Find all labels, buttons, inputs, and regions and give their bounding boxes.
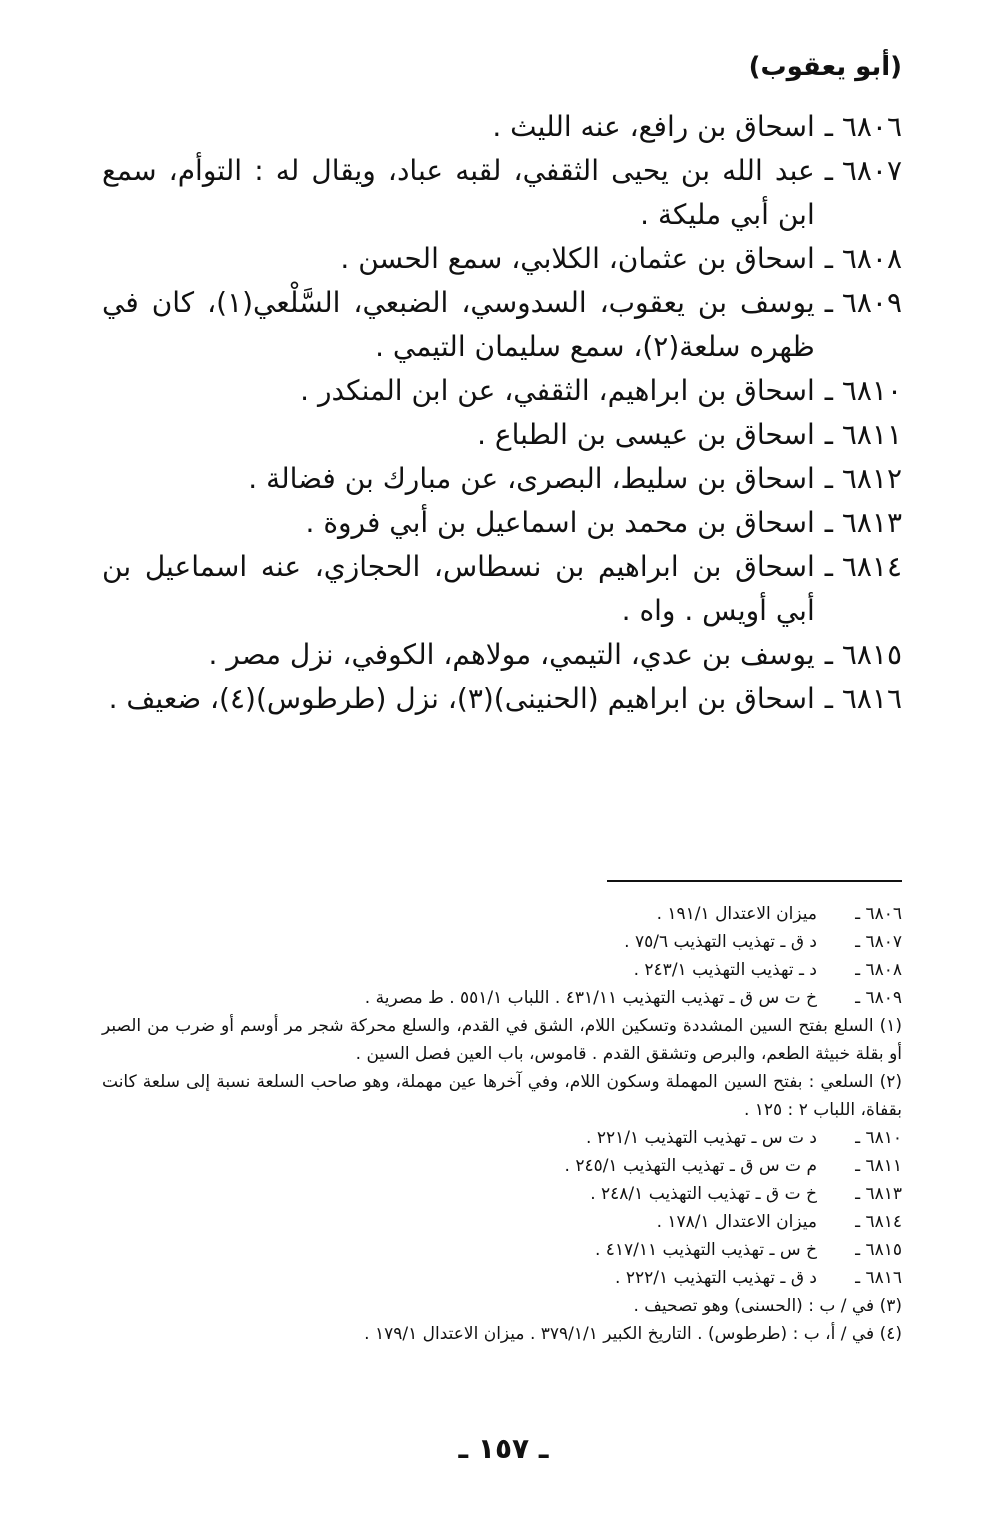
- source-note: [102, 1124, 902, 1152]
- source-note: [102, 984, 902, 1012]
- entry-number: ٦٨٠٩ ـ: [824, 286, 902, 319]
- entry-number: ٦٨١٣ ـ: [824, 506, 902, 539]
- entry: [102, 281, 902, 369]
- source-note: [102, 1208, 902, 1236]
- entry: [102, 677, 902, 721]
- entry-text: يوسف بن عدي، التيمي، مولاهم، الكوفي، نزل مصر .: [208, 638, 815, 671]
- entry-number: ٦٨٠٦ ـ: [824, 110, 902, 143]
- entry-number: ٦٨١٥ ـ: [824, 638, 902, 671]
- source-note: [102, 1152, 902, 1180]
- footnote: (٤) في / أ، ب : (طرطوس) . التاريخ الكبير ٣٧٩/١/١ . ميزان الاعتدال ١٧٩/١ .: [364, 1324, 902, 1344]
- note-text: خ ت س ق ـ تهذيب التهذيب ٤٣١/١١ . اللباب ٥٥١/١ . ط مصرية .: [364, 988, 817, 1008]
- note-text: د ـ تهذيب التهذيب ٢٤٣/١ .: [633, 960, 817, 980]
- source-note: [102, 928, 902, 956]
- entry-text: اسحاق بن سليط، البصرى، عن مبارك بن فضالة .: [248, 462, 815, 495]
- note-number: ٦٨١٠ ـ: [855, 1128, 902, 1148]
- note-text: خ ت ق ـ تهذيب التهذيب ٢٤٨/١ .: [590, 1184, 817, 1204]
- source-note: [102, 956, 902, 984]
- entry: [102, 633, 902, 677]
- source-note: [102, 1236, 902, 1264]
- entry-number: ٦٨٠٨ ـ: [824, 242, 902, 275]
- note-number: ٦٨١٣ ـ: [855, 1184, 902, 1204]
- entry: [102, 149, 902, 237]
- entries-list: [102, 105, 902, 721]
- entry: [102, 105, 902, 149]
- entry: [102, 413, 902, 457]
- note-text: ميزان الاعتدال ١٩١/١ .: [656, 904, 817, 924]
- note-number: ٦٨١٥ ـ: [855, 1240, 902, 1260]
- note-text: خ س ـ تهذيب التهذيب ٤١٧/١١ .: [594, 1240, 817, 1260]
- note-text: ميزان الاعتدال ١٧٨/١ .: [656, 1212, 817, 1232]
- entry: [102, 457, 902, 501]
- entry-text: اسحاق بن محمد بن اسماعيل بن أبي فروة .: [305, 506, 815, 539]
- entry-text: اسحاق بن ابراهيم بن نسطاس، الحجازي، عنه اسماعيل بن أبي أويس . واه .: [102, 550, 815, 627]
- footnotes-section: [102, 900, 902, 1348]
- footnote: (٣) في / ب : (الحسنى) وهو تصحيف .: [633, 1296, 902, 1316]
- note-text: د ت س ـ تهذيب التهذيب ٢٢١/١ .: [586, 1128, 817, 1148]
- source-note: [102, 900, 902, 928]
- entry-text: اسحاق بن عيسى بن الطباع .: [477, 418, 815, 451]
- note-text: د ق ـ تهذيب التهذيب ٧٥/٦ .: [624, 932, 817, 952]
- note-text: د ق ـ تهذيب التهذيب ٢٢٢/١ .: [615, 1268, 817, 1288]
- entry-text: يوسف بن يعقوب، السدوسي، الضبعي، السَّلْعي(١)، كان في ظهره سلعة(٢)، سمع سليمان التيمي .: [102, 286, 815, 363]
- entry: [102, 501, 902, 545]
- entry-text: اسحاق بن عثمان، الكلابي، سمع الحسن .: [340, 242, 815, 275]
- page-header: (أبو يعقوب): [748, 52, 902, 82]
- entry-number: ٦٨٠٧ ـ: [824, 154, 902, 187]
- note-number: ٦٨١٤ ـ: [855, 1212, 902, 1232]
- footnote: (١) السلع بفتح السين المشددة وتسكين اللام، الشق في القدم، والسلع محركة شجر مر أوسم أو ضرب من الصبر أو بقلة خبيثة الطعم، والبرص وتشقق القدم . قاموس، باب العين فصل السين .: [102, 1016, 902, 1064]
- entry-text: اسحاق بن ابراهيم (الحنينى)(٣)، نزل (طرطوس)(٤)، ضعيف .: [108, 682, 815, 715]
- entry-text: اسحاق بن رافع، عنه الليث .: [492, 110, 815, 143]
- source-note: [102, 1264, 902, 1292]
- entry-number: ٦٨١٤ ـ: [824, 550, 902, 583]
- entry-number: ٦٨١٢ ـ: [824, 462, 902, 495]
- note-number: ٦٨١١ ـ: [855, 1156, 902, 1176]
- footnote: (٢) السلعي : بفتح السين المهملة وسكون اللام، وفي آخرها عين مهملة، وهو صاحب السلعة نسبة إلى سلعة كانت بقفاة، اللباب ٢ : ١٢٥ .: [102, 1072, 902, 1120]
- entry-number: ٦٨١٦ ـ: [824, 682, 902, 715]
- note-number: ٦٨١٦ ـ: [855, 1268, 902, 1288]
- note-number: ٦٨٠٩ ـ: [855, 988, 902, 1008]
- entry: [102, 545, 902, 633]
- source-note: [102, 1180, 902, 1208]
- note-number: ٦٨٠٦ ـ: [855, 904, 902, 924]
- note-number: ٦٨٠٧ ـ: [855, 932, 902, 952]
- note-number: ٦٨٠٨ ـ: [855, 960, 902, 980]
- entry: [102, 369, 902, 413]
- note-text: م ت س ق ـ تهذيب التهذيب ٢٤٥/١ .: [564, 1156, 817, 1176]
- entry-number: ٦٨١١ ـ: [824, 418, 902, 451]
- entry: [102, 237, 902, 281]
- page-number: ـ ١٥٧ ـ: [458, 1432, 549, 1465]
- entry-text: عبد الله بن يحيى الثقفي، لقبه عباد، ويقال له : التوأم، سمع ابن أبي مليكة .: [102, 154, 815, 231]
- entry-text: اسحاق بن ابراهيم، الثقفي، عن ابن المنكدر .: [300, 374, 815, 407]
- entry-number: ٦٨١٠ ـ: [824, 374, 902, 407]
- footnote-divider: [607, 880, 902, 882]
